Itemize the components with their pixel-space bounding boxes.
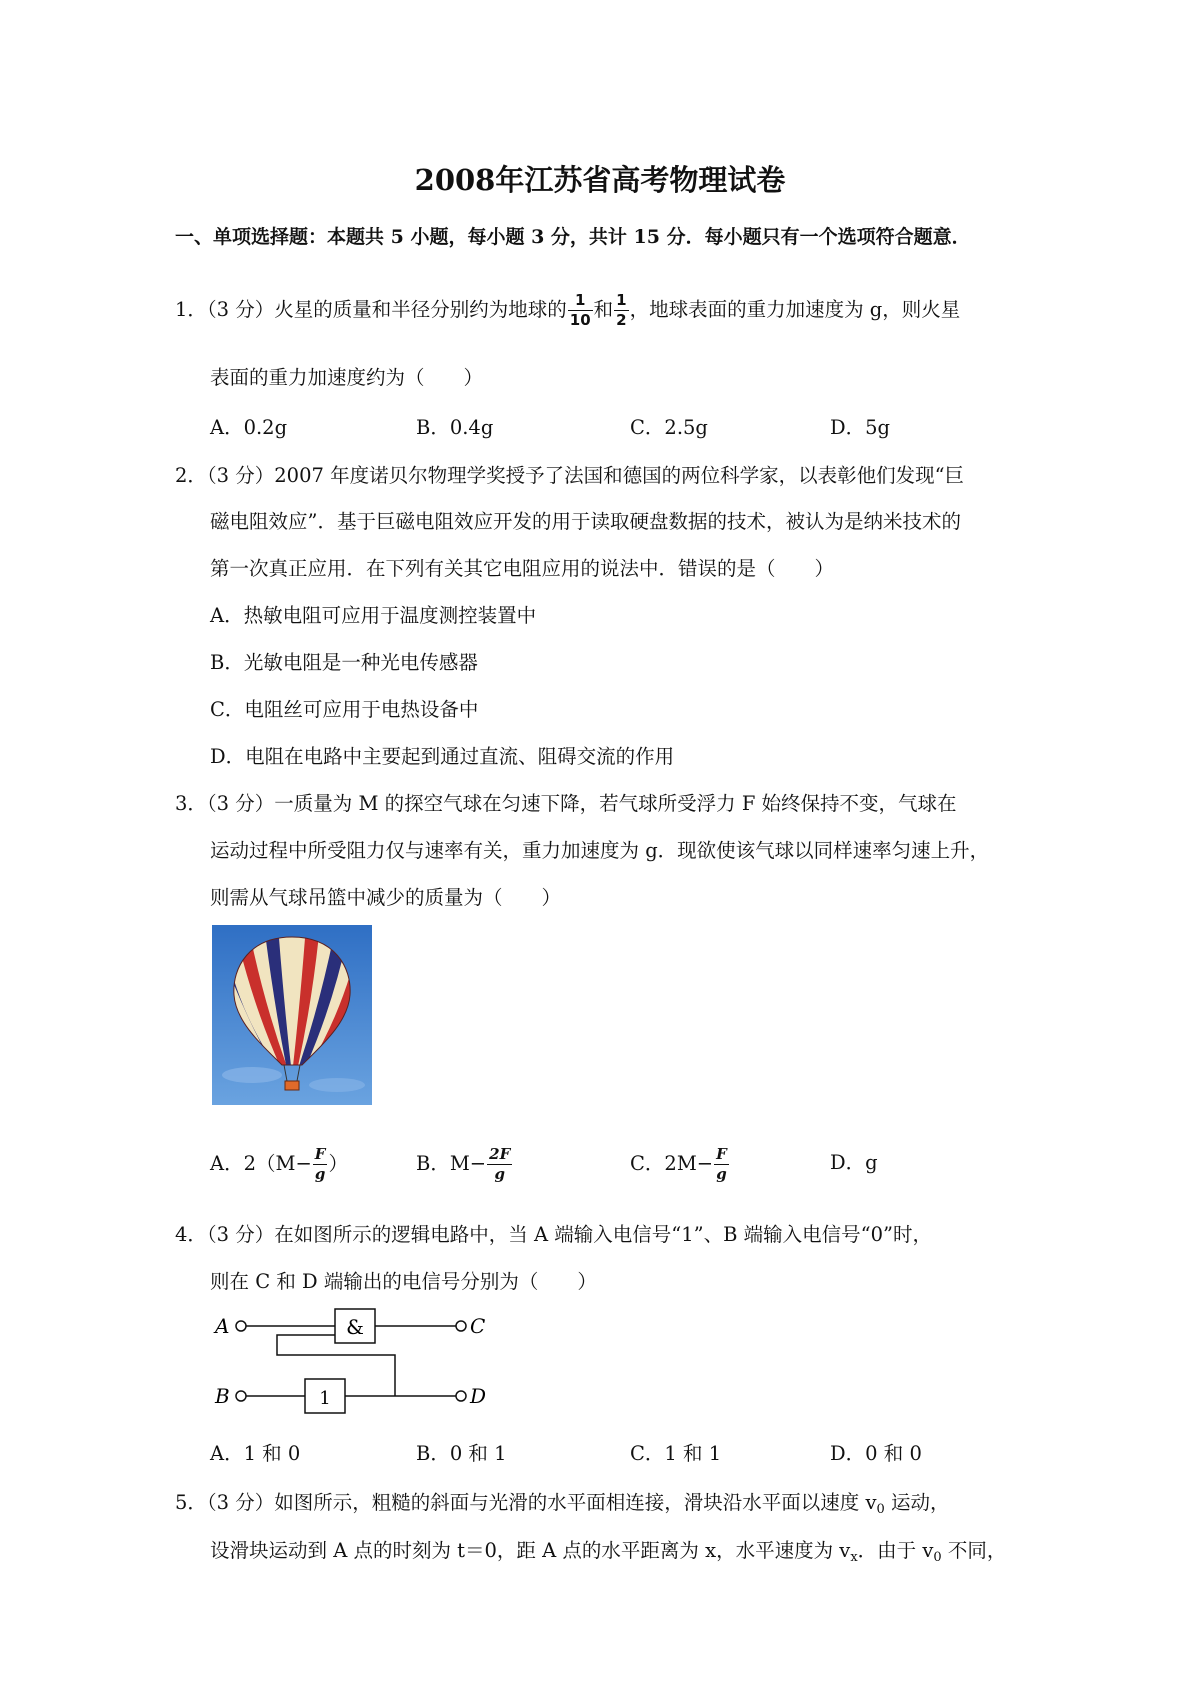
logic-circuit-diagram	[205, 1305, 505, 1415]
q3-line-1: 3．（3 分）一质量为 M 的探空气球在匀速下降，若气球所受浮力 F 始终保持不变，气球在	[175, 792, 957, 815]
q1-option-c: C．2.5g	[630, 416, 708, 439]
q5-line-2: 设滑块运动到 A 点的时刻为 t＝0，距 A 点的水平距离为 x，水平速度为 $v_x$．由于 $v_0$ 不同，	[210, 1539, 1007, 1565]
q3-option-c: C．2M− $\frac{F}{g}$	[630, 1145, 727, 1183]
q4-option-a: A．1 和 0	[210, 1442, 301, 1465]
circuit-label-b: B	[215, 1384, 230, 1408]
q1-text-a: 1．（3 分）火星的质量和半径分别约为地球的	[175, 298, 567, 321]
q1-option-d: D．5g	[830, 416, 891, 439]
q5-line-1: 5．（3 分）如图所示，粗糙的斜面与光滑的水平面相连接，滑块沿水平面以速度 $v_0$ 运动，	[175, 1491, 950, 1517]
q1-text-b: ，地球表面的重力加速度为 g，则火星	[629, 298, 961, 321]
q2-option-b: B．光敏电阻是一种光电传感器	[210, 651, 478, 674]
q2-line-2: 磁电阻效应”．基于巨磁电阻效应开发的用于读取硬盘数据的技术，被认为是纳米技术的	[210, 510, 961, 533]
circuit-label-a: A	[215, 1314, 230, 1338]
q4-line-2: 则在 C 和 D 端输出的电信号分别为（ ）	[210, 1270, 597, 1293]
circuit-label-c: C	[470, 1314, 486, 1338]
q3-option-b: B．M− $\frac{2F}{g}$	[416, 1145, 511, 1183]
q1-option-b: B．0.4g	[416, 416, 494, 439]
q3-option-d: D．g	[830, 1151, 878, 1174]
q1-line-1	[175, 293, 960, 328]
q3-fraction-2f-over-g: $\frac{2F}{g}$	[489, 1145, 511, 1183]
and-gate-symbol: &	[346, 1315, 364, 1339]
q3-option-a: A．2（M− $\frac{F}{g}$ ）	[210, 1145, 348, 1183]
q1-option-a: A．0.2g	[210, 416, 288, 439]
q1-line-2: 表面的重力加速度约为（ ）	[210, 366, 484, 389]
q2-option-c: C．电阻丝可应用于电热设备中	[210, 698, 479, 721]
q4-line-1: 4．（3 分）在如图所示的逻辑电路中，当 A 端输入电信号“1”、B 端输入电信号“0”时，	[175, 1223, 932, 1246]
q4-option-b: B．0 和 1	[416, 1442, 507, 1465]
section-heading: 一、单项选择题：本题共 5 小题，每小题 3 分，共计 15 分．每小题只有一个选项符合题意．	[175, 226, 971, 248]
q1-fraction-2: $\frac{1}{2}$	[616, 291, 627, 329]
q2-line-3: 第一次真正应用．在下列有关其它电阻应用的说法中．错误的是（ ）	[210, 557, 835, 580]
circuit-label-d: D	[470, 1384, 487, 1408]
not-gate-symbol: 1	[319, 1388, 331, 1409]
q2-option-d: D．电阻在电路中主要起到通过直流、阻碍交流的作用	[210, 745, 675, 768]
q1-fraction-1: $\frac{1}{10}$	[569, 291, 591, 329]
q1-text-mid: 和	[593, 298, 614, 321]
q2-line-1: 2．（3 分）2007 年度诺贝尔物理学奖授予了法国和德国的两位科学家，以表彰他们发现“巨	[175, 464, 965, 487]
hot-air-balloon-image	[212, 925, 372, 1105]
q3-fraction-f-over-g: $\frac{F}{g}$	[314, 1145, 326, 1183]
q3-line-2: 运动过程中所受阻力仅与速率有关，重力加速度为 g．现欲使该气球以同样速率匀速上升，	[210, 839, 990, 862]
q4-option-c: C．1 和 1	[630, 1442, 722, 1465]
q2-option-a: A．热敏电阻可应用于温度测控装置中	[210, 604, 537, 627]
q3-fraction-f-over-g-c: $\frac{F}{g}$	[716, 1145, 727, 1183]
page-title: 2008年江苏省高考物理试卷	[414, 163, 786, 197]
q3-line-3: 则需从气球吊篮中减少的质量为（ ）	[210, 886, 562, 909]
q4-option-d: D．0 和 0	[830, 1442, 922, 1465]
